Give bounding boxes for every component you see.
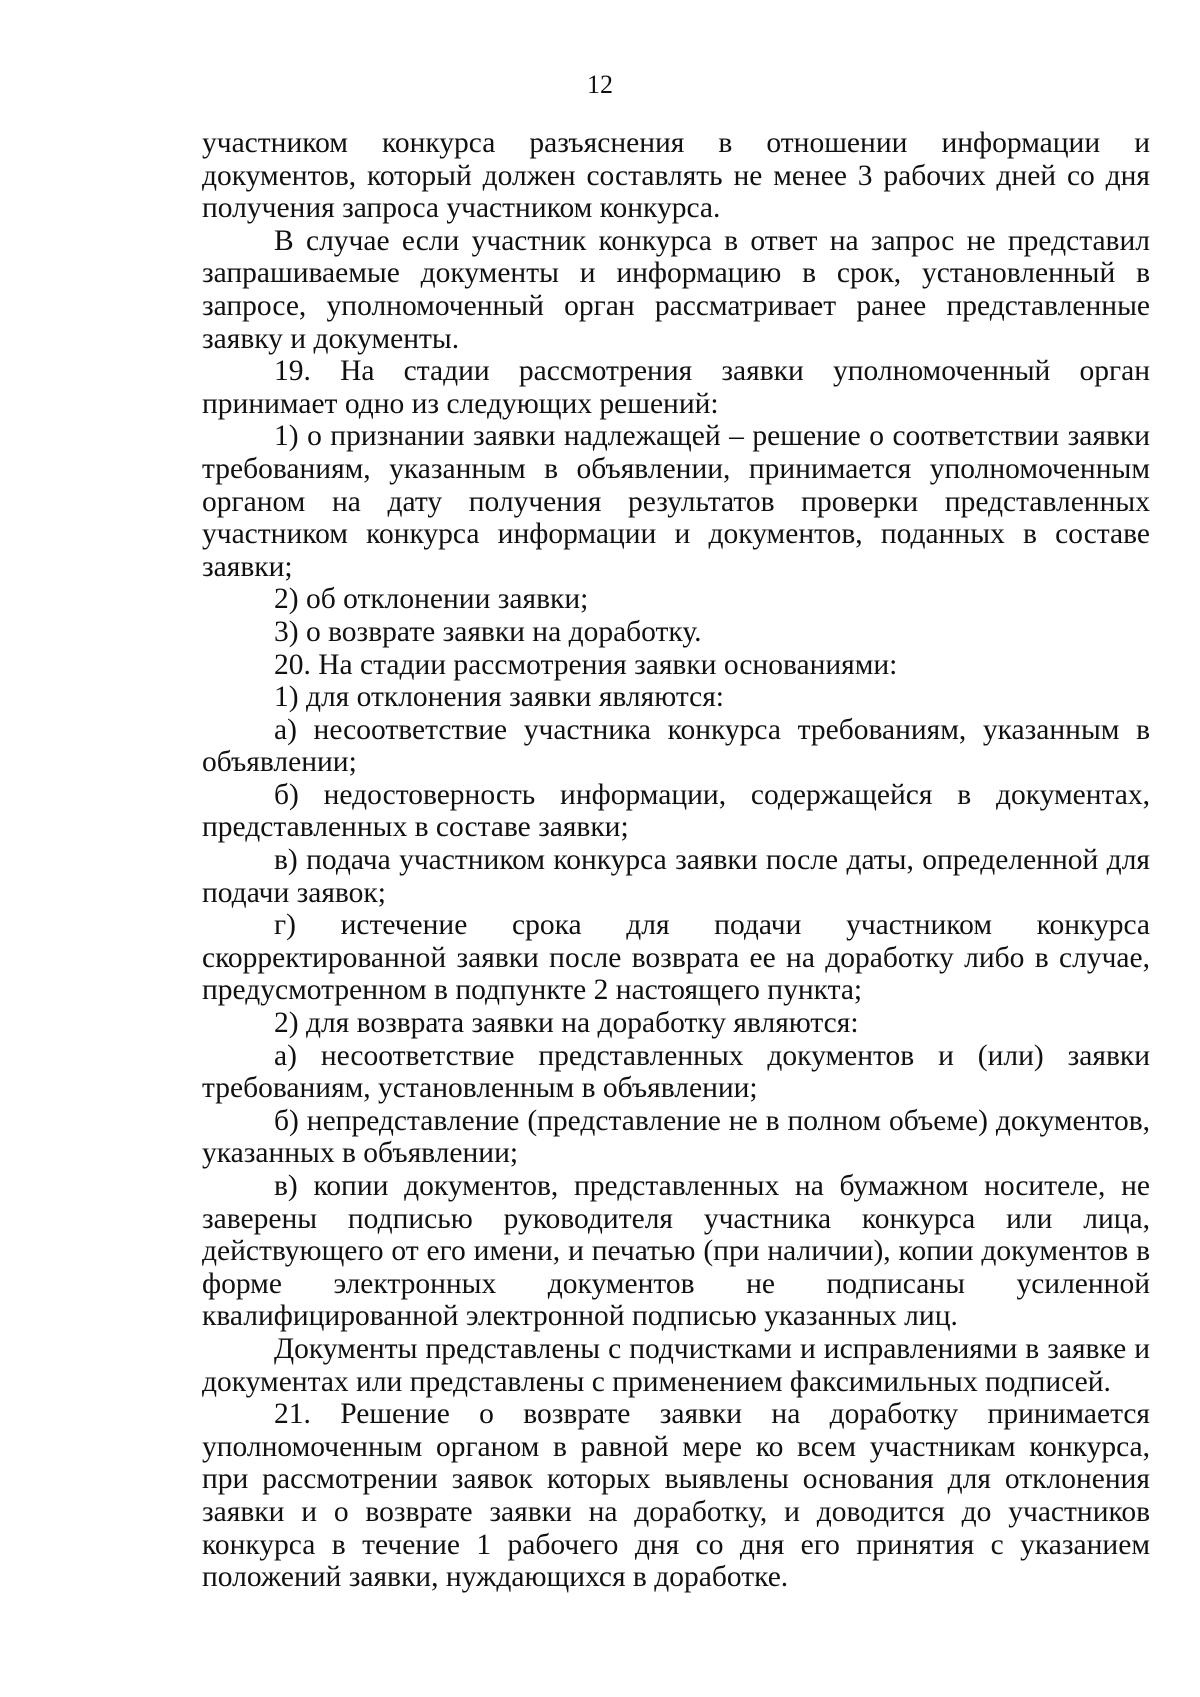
paragraph: в) подача участником конкурса заявки после даты, определенной для подачи заявок; [202, 844, 1150, 909]
paragraph: Документы представлены с подчистками и исправлениями в заявке и документах или представлены с применением факсимильных подписей. [202, 1332, 1150, 1398]
paragraph-item-20: 20. На стадии рассмотрения заявки основаниями: [274, 648, 898, 681]
page-number: 12 [587, 70, 613, 99]
paragraph: участником конкурса разъяснения в отношении информации и документов, который должен составлять не менее 3 рабочих дней со дня получения запроса участником конкурса. [202, 127, 1150, 225]
paragraph: а) несоответствие участника конкурса требованиям, указанным в объявлении; [202, 713, 1150, 779]
paragraph: б) недостоверность информации, содержащейся в документах, представленных в составе заявки; [202, 778, 1150, 844]
paragraph: В случае если участник конкурса в ответ на запрос не представил запрашиваемые документы и информацию в срок, установленный в запросе, уполномоченный орган рассматривает ранее представленные заявку и документы. [202, 224, 1150, 355]
paragraph: б) непредставление (представление не в полном объеме) документов, указанных в объявлении; [202, 1104, 1150, 1170]
paragraph-item-21: 21. Решение о возврате заявки на доработку принимается уполномоченным органом в равной мере ко всем участникам конкурса, при рассмотрении заявок которых выявлены основания для отклонения заявки и о возврате заявки на доработку, и доводится до участников конкурса в течение 1 рабочего дня со дня его принятия с указанием положений заявки, нуждающихся в доработке. [202, 1398, 1150, 1594]
paragraph: 2) об отклонении заявки; [274, 583, 589, 616]
paragraph: 2) для возврата заявки на доработку являются: [274, 1007, 859, 1040]
paragraph: а) несоответствие представленных документов и (или) заявки требованиям, установленным в объявлении; [202, 1039, 1150, 1105]
paragraph: г) истечение срока для подачи участником конкурса скорректированной заявки после возврата ее на доработку либо в случае, предусмотренном в подпункте 2 настоящего пункта; [202, 909, 1150, 1007]
paragraph: 1) о признании заявки надлежащей – решение о соответствии заявки требованиям, указанным в объявлении, принимается уполномоченным органом на дату получения результатов проверки представленных участником конкурса информации и документов, поданных в составе заявки; [202, 420, 1150, 583]
paragraph: в) копии документов, представленных на бумажном носителе, не заверены подписью руководителя участника конкурса или лица, действующего от его имени, и печатью (при наличии), копии документов в форме электронных документов не подписаны усиленной квалифицированной электронной подписью указанных лиц. [202, 1170, 1150, 1333]
body-text [202, 127, 1150, 1594]
paragraph: 3) о возврате заявки на доработку. [274, 615, 702, 648]
paragraph: 1) для отклонения заявки являются: [274, 681, 724, 714]
paragraph-item-19: 19. На стадии рассмотрения заявки уполномоченный орган принимает одно из следующих решений: [202, 355, 1150, 420]
